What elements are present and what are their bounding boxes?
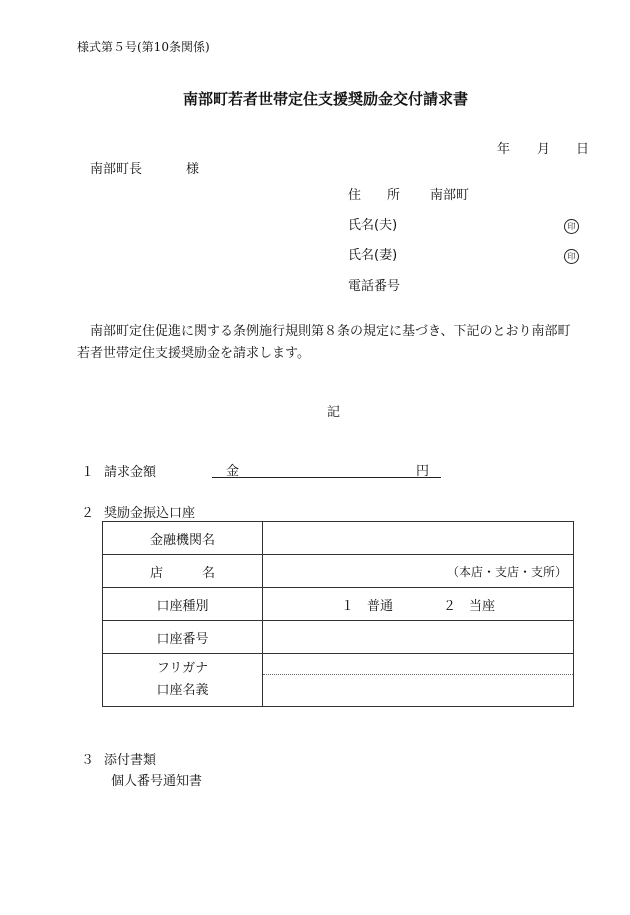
furigana-label: フリガナ: [156, 661, 209, 676]
branch-hint: （本店・支店・支所）: [446, 564, 567, 579]
amount-field[interactable]: [212, 460, 441, 478]
table-row: [103, 522, 574, 555]
ki-heading: 記: [327, 405, 341, 420]
addressee-honorific: 様: [186, 162, 200, 177]
account-type-option-current[interactable]: ２ 当座: [443, 598, 496, 614]
bank-account-table: [102, 521, 574, 707]
account-type-label: 口座種別: [103, 588, 263, 621]
table-row: [103, 621, 574, 654]
wife-seal-icon: 印: [564, 244, 579, 264]
addressee-name: 南部町長: [90, 162, 143, 177]
wife-name-label: 氏名(妻): [348, 248, 398, 263]
date-day-label: 日: [576, 142, 590, 157]
section3-number: ３: [81, 753, 95, 768]
account-type-field[interactable]: [263, 588, 574, 621]
phone-label: 電話番号: [348, 279, 401, 294]
address-value: 南部町: [430, 188, 470, 203]
amount-kin: 金: [226, 464, 240, 479]
amount-yen: 円: [416, 464, 430, 479]
husband-seal-icon: 印: [564, 214, 579, 234]
holder-name-field[interactable]: [263, 654, 574, 707]
table-row: [103, 654, 574, 707]
date-year-label: 年: [497, 142, 511, 157]
holder-name-text: 口座名義: [156, 683, 209, 698]
form-number: 様式第５号(第10条関係): [77, 40, 210, 54]
bank-name-field[interactable]: [263, 522, 574, 555]
body-text-line1: 南部町定住促進に関する条例施行規則第８条の規定に基づき、下記のとおり南部町: [90, 324, 571, 339]
furigana-divider: [263, 674, 573, 675]
page-title: 南部町若者世帯定住支援奨励金交付請求書: [183, 90, 469, 108]
address-label: 住 所: [348, 188, 401, 203]
bank-name-label: 金融機関名: [103, 522, 263, 555]
branch-label: 店 名: [103, 555, 263, 588]
account-number-field[interactable]: [263, 621, 574, 654]
section1-number: １: [81, 465, 95, 480]
attachment-item: 個人番号通知書: [111, 774, 203, 789]
body-text-line2: 若者世帯定住支援奨励金を請求します。: [77, 346, 310, 361]
account-number-label: 口座番号: [103, 621, 263, 654]
section1-label: 請求金額: [104, 465, 157, 480]
account-type-option-ordinary[interactable]: １ 普通: [341, 598, 394, 614]
section2-number: ２: [81, 506, 95, 521]
section3-label: 添付書類: [104, 753, 157, 768]
husband-name-label: 氏名(夫): [348, 218, 398, 233]
branch-field[interactable]: [263, 555, 574, 588]
date-month-label: 月: [537, 142, 551, 157]
section2-label: 奨励金振込口座: [104, 506, 196, 521]
holder-name-label: [103, 654, 263, 707]
table-row: [103, 555, 574, 588]
table-row: [103, 588, 574, 621]
